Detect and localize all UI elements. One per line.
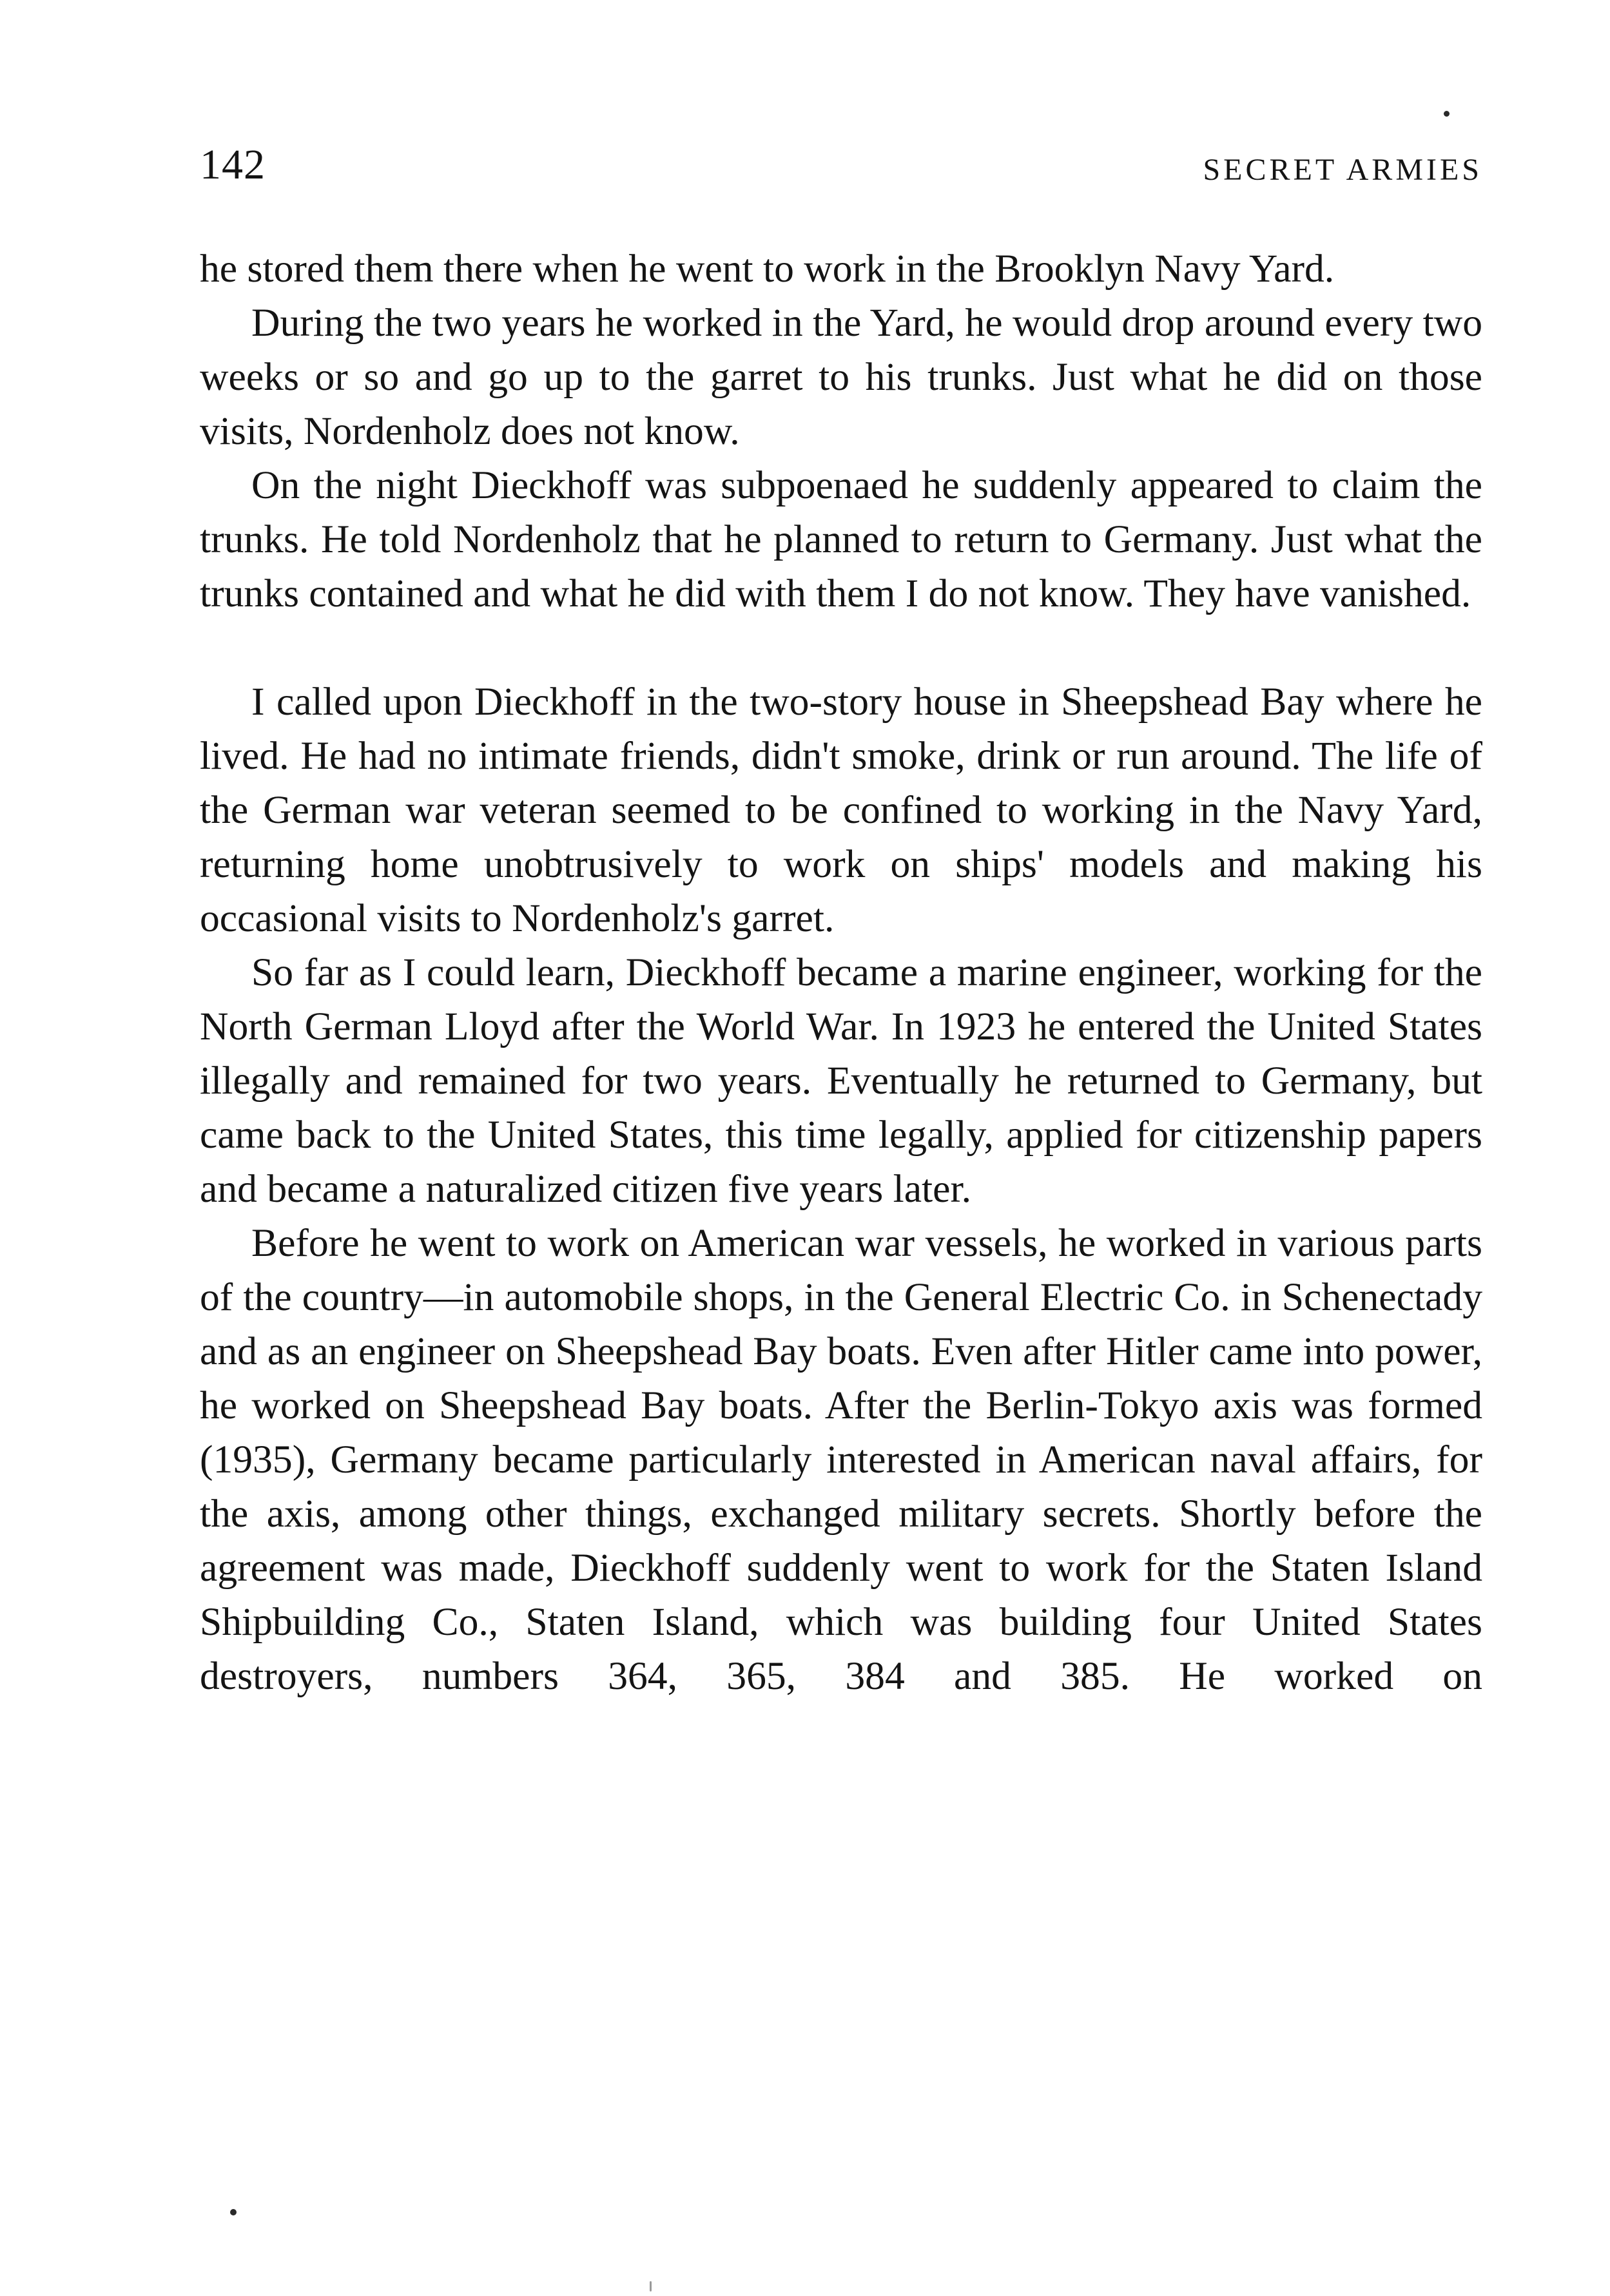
paragraph: I called upon Dieckhoff in the two-story house in Sheepshead Bay where he lived. He had no intimate friends, didn't smoke, drink or run around. The life of the German war veteran seemed to be confined to working in the Navy Yard, returning home unobtrusively to work on ships' models and making his occasional visits to Nordenholz's garret.: [200, 680, 1482, 940]
paragraph: During the two years he worked in the Yard, he would drop around every two weeks or so and go up to the garret to his trunks. Just what he did on those visits, Nordenholz does not know.: [200, 301, 1482, 453]
paragraph-continued: he stored them there when he went to work in the Brooklyn Navy Yard.: [200, 247, 1335, 291]
section-break: [200, 621, 1482, 675]
scan-speck: [1444, 111, 1450, 117]
running-head: SECRET ARMIES: [1203, 153, 1482, 187]
page-header: [200, 140, 1482, 198]
paragraph: On the night Dieckhoff was subpoenaed he suddenly appeared to claim the trunks. He told Nordenholz that he planned to return to Germany. Just what the trunks contained and what he did with them I do not know. They have vanished.: [200, 463, 1482, 615]
paragraph: Before he went to work on American war vessels, he worked in various parts of the country—in automobile shops, in the General Electric Co. in Schenectady and as an engineer on Sheepshead Bay boats. Even after Hitler came into power, he worked on Sheepshead Bay boats. After the Berlin-Tokyo axis was formed (1935), Germany became particularly interested in American naval affairs, for the axis, among other things, exchanged military secrets. Shortly before the agreement was made, Dieckhoff suddenly went to work for the Staten Island Shipbuilding Co., Staten Island, which was building four United States destroyers, numbers 364, 365, 384 and 385. He worked on: [200, 1221, 1482, 1698]
page-number: 142: [200, 141, 266, 188]
paragraph: So far as I could learn, Dieckhoff became a marine engineer, working for the North German Lloyd after the World War. In 1923 he entered the United States illegally and remained for two years. Eventually he returned to Germany, but came back to the United States, this time legally, applied for citizenship papers and became a naturalized citizen five years later.: [200, 950, 1482, 1211]
scan-speck: [230, 2209, 237, 2215]
body-text: [200, 242, 1482, 1703]
scan-speck: [650, 2281, 652, 2291]
